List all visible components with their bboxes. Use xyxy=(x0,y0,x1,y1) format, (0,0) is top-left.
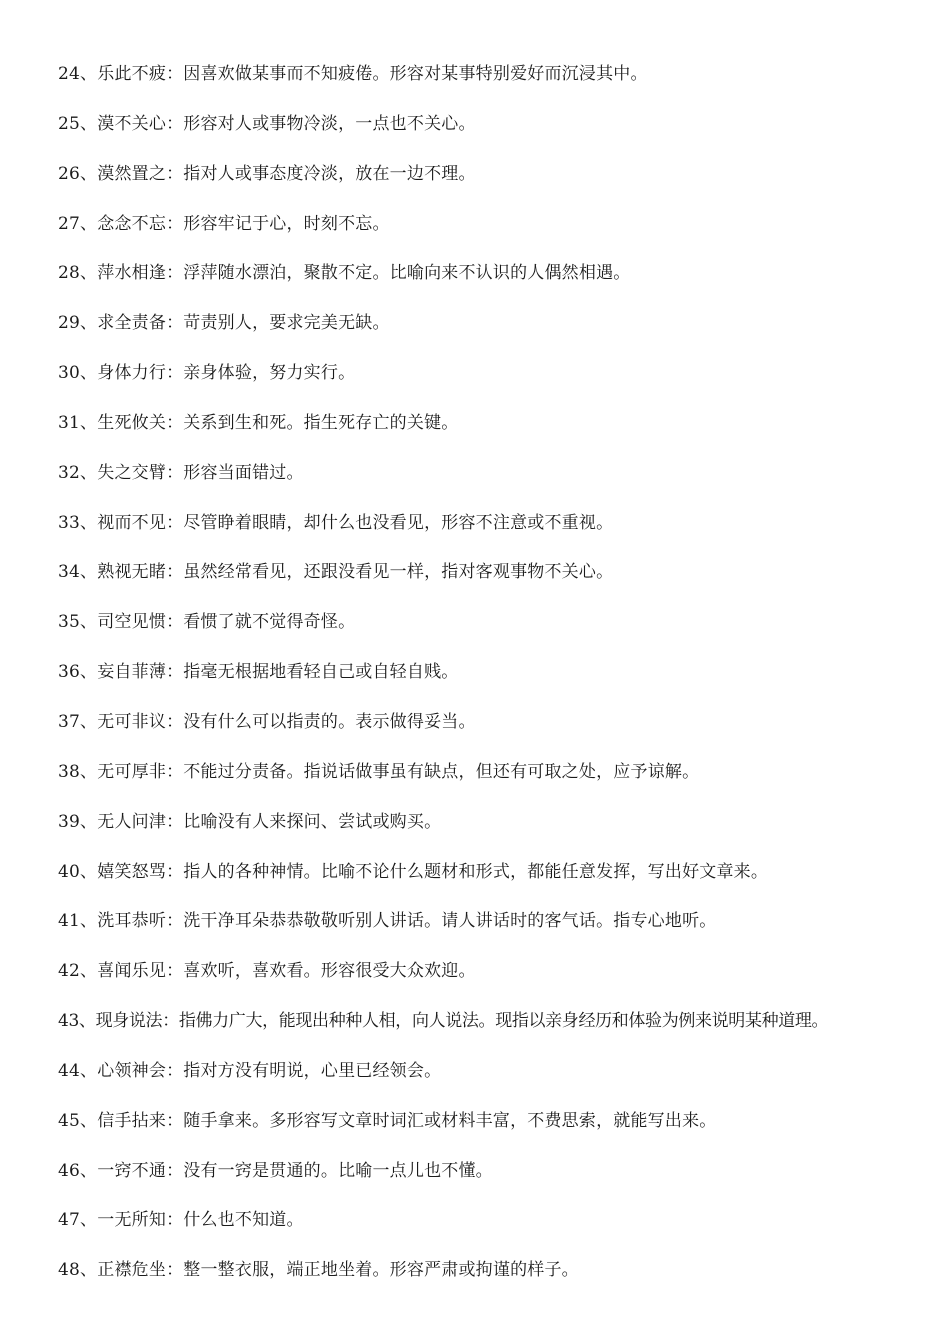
idiom-entry xyxy=(58,1202,938,1252)
entry-number: 40 xyxy=(58,861,81,882)
idiom-definition: 形容对人或事物冷淡，一点也不关心。 xyxy=(183,113,476,134)
entry-number: 31 xyxy=(58,412,81,433)
idiom-entry xyxy=(58,305,938,355)
term-colon: ： xyxy=(166,363,184,384)
enum-separator: 、 xyxy=(80,263,98,284)
idiom-entry xyxy=(58,903,938,953)
term-colon: ： xyxy=(166,761,184,782)
idiom-entry xyxy=(58,505,938,555)
idiom-term: 视而不见 xyxy=(97,512,167,533)
idiom-term: 无可厚非 xyxy=(97,761,167,782)
term-colon: ： xyxy=(166,412,184,433)
idiom-definition: 比喻没有人来探问、尝试或购买。 xyxy=(183,811,442,832)
term-colon: ： xyxy=(166,512,184,533)
idiom-definition: 指对人或事态度冷淡，放在一边不理。 xyxy=(183,163,476,184)
idiom-term: 嬉笑怒骂 xyxy=(97,861,167,882)
term-colon: ： xyxy=(166,711,184,732)
idiom-entry xyxy=(58,754,938,804)
term-colon: ： xyxy=(166,213,184,234)
idiom-term: 无人问津 xyxy=(97,811,167,832)
idiom-term: 身体力行 xyxy=(97,363,167,384)
idiom-definition: 看惯了就不觉得奇怪。 xyxy=(183,612,356,633)
entry-number: 46 xyxy=(58,1160,81,1181)
idiom-definition: 没有一窍是贯通的。比喻一点儿也不懂。 xyxy=(183,1160,493,1181)
idiom-entry xyxy=(58,854,938,904)
idiom-list xyxy=(58,56,938,1302)
enum-separator: 、 xyxy=(80,512,98,533)
enum-separator: 、 xyxy=(80,911,98,932)
enum-separator: 、 xyxy=(80,711,98,732)
idiom-term: 正襟危坐 xyxy=(97,1260,167,1281)
enum-separator: 、 xyxy=(80,861,98,882)
entry-number: 35 xyxy=(58,612,81,633)
idiom-definition: 亲身体验，努力实行。 xyxy=(183,363,356,384)
enum-separator: 、 xyxy=(80,1210,98,1231)
enum-separator: 、 xyxy=(80,163,98,184)
idiom-definition: 关系到生和死。指生死存亡的关键。 xyxy=(183,412,459,433)
idiom-definition: 因喜欢做某事而不知疲倦。形容对某事特别爱好而沉浸其中。 xyxy=(183,64,648,84)
idiom-term: 信手拈来 xyxy=(97,1110,167,1131)
enum-separator: 、 xyxy=(80,313,98,334)
enum-separator: 、 xyxy=(80,64,98,84)
idiom-definition: 苛责别人，要求完美无缺。 xyxy=(183,313,390,334)
enum-separator: 、 xyxy=(80,213,98,234)
enum-separator: 、 xyxy=(80,1260,98,1281)
idiom-entry xyxy=(58,1103,938,1153)
idiom-entry xyxy=(58,56,938,106)
enum-separator: 、 xyxy=(80,562,98,583)
idiom-term: 一无所知 xyxy=(97,1210,167,1231)
idiom-entry xyxy=(58,1003,938,1053)
entry-number: 39 xyxy=(58,811,81,832)
idiom-definition: 什么也不知道。 xyxy=(183,1210,304,1231)
idiom-definition: 浮萍随水漂泊，聚散不定。比喻向来不认识的人偶然相遇。 xyxy=(183,263,631,284)
term-colon: ： xyxy=(162,1011,179,1032)
term-colon: ： xyxy=(166,1210,184,1231)
entry-number: 24 xyxy=(58,64,81,84)
enum-separator: 、 xyxy=(80,811,98,832)
entry-number: 48 xyxy=(58,1260,81,1281)
term-colon: ： xyxy=(166,811,184,832)
enum-separator: 、 xyxy=(78,1011,96,1032)
idiom-entry xyxy=(58,804,938,854)
entry-number: 27 xyxy=(58,213,81,234)
term-colon: ： xyxy=(166,562,184,583)
enum-separator: 、 xyxy=(80,662,98,683)
idiom-entry xyxy=(58,206,938,256)
idiom-term: 妄自菲薄 xyxy=(97,662,167,683)
enum-separator: 、 xyxy=(80,1060,98,1081)
idiom-definition: 形容牢记于心，时刻不忘。 xyxy=(183,213,390,234)
term-colon: ： xyxy=(166,1110,184,1131)
idiom-term: 喜闻乐见 xyxy=(97,961,167,982)
enum-separator: 、 xyxy=(80,462,98,483)
term-colon: ： xyxy=(166,1060,184,1081)
entry-number: 34 xyxy=(58,562,81,583)
entry-number: 25 xyxy=(58,113,81,134)
idiom-definition: 整一整衣服，端正地坐着。形容严肃或拘谨的样子。 xyxy=(183,1260,579,1281)
idiom-definition: 洗干净耳朵恭恭敬敬听别人讲话。请人讲话时的客气话。指专心地听。 xyxy=(183,911,717,932)
term-colon: ： xyxy=(166,612,184,633)
idiom-entry xyxy=(58,704,938,754)
term-colon: ： xyxy=(166,1260,184,1281)
term-colon: ： xyxy=(166,662,184,683)
idiom-term: 漠然置之 xyxy=(97,163,167,184)
entry-number: 45 xyxy=(58,1110,81,1131)
idiom-definition: 指对方没有明说，心里已经领会。 xyxy=(183,1060,442,1081)
idiom-entry xyxy=(58,455,938,505)
term-colon: ： xyxy=(166,113,184,134)
entry-number: 36 xyxy=(58,662,81,683)
entry-number: 28 xyxy=(58,263,81,284)
idiom-entry xyxy=(58,1153,938,1203)
idiom-entry xyxy=(58,255,938,305)
entry-number: 33 xyxy=(58,512,81,533)
entry-number: 44 xyxy=(58,1060,81,1081)
enum-separator: 、 xyxy=(80,612,98,633)
idiom-term: 萍水相逢 xyxy=(97,263,167,284)
entry-number: 43 xyxy=(58,1011,79,1032)
entry-number: 29 xyxy=(58,313,81,334)
term-colon: ： xyxy=(166,163,184,184)
term-colon: ： xyxy=(166,462,184,483)
idiom-term: 司空见惯 xyxy=(97,612,167,633)
idiom-term: 漠不关心 xyxy=(97,113,167,134)
idiom-term: 熟视无睹 xyxy=(97,562,167,583)
idiom-entry xyxy=(58,1252,938,1302)
enum-separator: 、 xyxy=(80,113,98,134)
term-colon: ： xyxy=(166,64,184,84)
enum-separator: 、 xyxy=(80,1110,98,1131)
idiom-definition: 虽然经常看见，还跟没看见一样，指对客观事物不关心。 xyxy=(183,562,614,583)
enum-separator: 、 xyxy=(80,363,98,384)
idiom-entry xyxy=(58,654,938,704)
entry-number: 32 xyxy=(58,462,81,483)
idiom-definition: 随手拿来。多形容写文章时词汇或材料丰富，不费思索，就能写出来。 xyxy=(183,1110,717,1131)
idiom-term: 生死攸关 xyxy=(97,412,167,433)
idiom-entry xyxy=(58,604,938,654)
idiom-term: 失之交臂 xyxy=(97,462,167,483)
idiom-entry xyxy=(58,953,938,1003)
entry-number: 30 xyxy=(58,363,81,384)
idiom-definition: 没有什么可以指责的。表示做得妥当。 xyxy=(183,711,476,732)
idiom-term: 念念不忘 xyxy=(97,213,167,234)
entry-number: 47 xyxy=(58,1210,81,1231)
term-colon: ： xyxy=(166,263,184,284)
idiom-entry xyxy=(58,405,938,455)
idiom-entry xyxy=(58,355,938,405)
entry-number: 37 xyxy=(58,711,81,732)
term-colon: ： xyxy=(166,861,184,882)
idiom-definition: 指毫无根据地看轻自己或自轻自贱。 xyxy=(183,662,459,683)
idiom-definition: 尽管睁着眼睛，却什么也没看见，形容不注意或不重视。 xyxy=(183,512,614,533)
term-colon: ： xyxy=(166,961,184,982)
idiom-term: 一窍不通 xyxy=(97,1160,167,1181)
idiom-definition: 指人的各种神情。比喻不论什么题材和形式，都能任意发挥，写出好文章来。 xyxy=(183,861,769,882)
idiom-entry xyxy=(58,156,938,206)
term-colon: ： xyxy=(166,313,184,334)
term-colon: ： xyxy=(166,911,184,932)
idiom-term: 心领神会 xyxy=(97,1060,167,1081)
term-colon: ： xyxy=(166,1160,184,1181)
idiom-definition: 喜欢听，喜欢看。形容很受大众欢迎。 xyxy=(183,961,476,982)
idiom-definition: 不能过分责备。指说话做事虽有缺点，但还有可取之处，应予谅解。 xyxy=(183,761,700,782)
idiom-definition: 指佛力广大，能现出种种人相，向人说法。现指以亲身经历和体验为例来说明某种道理。 xyxy=(178,1011,829,1032)
idiom-term: 求全责备 xyxy=(97,313,167,334)
entry-number: 42 xyxy=(58,961,81,982)
idiom-term: 现身说法 xyxy=(95,1011,163,1032)
idiom-term: 乐此不疲 xyxy=(97,64,167,84)
enum-separator: 、 xyxy=(80,961,98,982)
entry-number: 26 xyxy=(58,163,81,184)
enum-separator: 、 xyxy=(80,761,98,782)
idiom-term: 洗耳恭听 xyxy=(97,911,167,932)
entry-number: 38 xyxy=(58,761,81,782)
idiom-entry xyxy=(58,106,938,156)
idiom-definition: 形容当面错过。 xyxy=(183,462,304,483)
entry-number: 41 xyxy=(58,911,81,932)
idiom-entry xyxy=(58,554,938,604)
idiom-entry xyxy=(58,1053,938,1103)
idiom-term: 无可非议 xyxy=(97,711,167,732)
enum-separator: 、 xyxy=(80,1160,98,1181)
enum-separator: 、 xyxy=(80,412,98,433)
